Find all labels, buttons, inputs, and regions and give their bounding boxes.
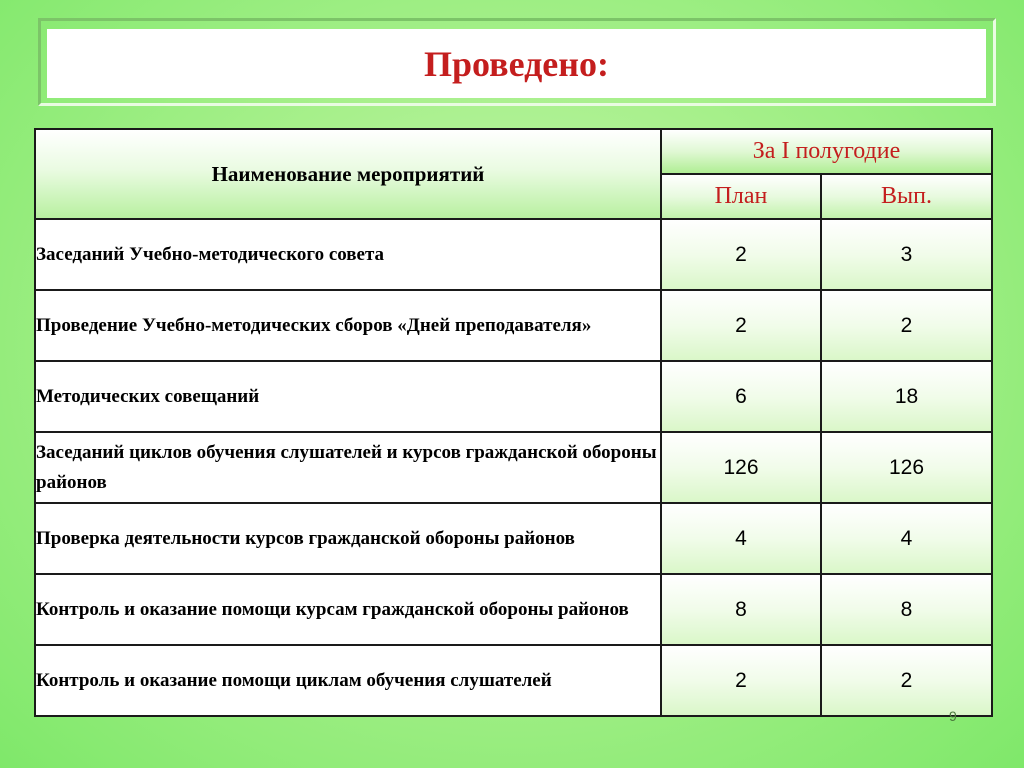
row-plan-value: 2 (661, 290, 821, 361)
row-done-value: 18 (821, 361, 992, 432)
header-name-column: Наименование мероприятий (35, 129, 661, 219)
table-row (35, 574, 992, 645)
table-row (35, 290, 992, 361)
row-name: Контроль и оказание помощи циклам обучения слушателей (35, 645, 661, 716)
row-done-value: 126 (821, 432, 992, 503)
row-plan-value: 4 (661, 503, 821, 574)
header-period: За I полугодие (661, 129, 992, 174)
header-plan: План (661, 174, 821, 219)
row-done-value: 2 (821, 645, 992, 716)
header-row-top (35, 129, 992, 174)
row-done-value: 3 (821, 219, 992, 290)
slide-title: Проведено: (424, 43, 609, 84)
table-row (35, 219, 992, 290)
row-name: Методических совещаний (35, 361, 661, 432)
row-plan-value: 2 (661, 645, 821, 716)
row-plan-value: 8 (661, 574, 821, 645)
row-name: Проведение Учебно-методических сборов «Дней преподавателя» (35, 290, 661, 361)
row-done-value: 4 (821, 503, 992, 574)
table-row (35, 361, 992, 432)
title-box (47, 29, 986, 98)
row-plan-value: 6 (661, 361, 821, 432)
row-name: Контроль и оказание помощи курсам гражданской обороны районов (35, 574, 661, 645)
row-name: Проверка деятельности курсов гражданской обороны районов (35, 503, 661, 574)
activities-table (34, 128, 993, 717)
page-number: 9 (949, 708, 957, 724)
table-row (35, 645, 992, 716)
row-done-value: 8 (821, 574, 992, 645)
table-row (35, 503, 992, 574)
table-row (35, 432, 992, 503)
row-name: Заседаний циклов обучения слушателей и курсов гражданской обороны районов (35, 432, 661, 503)
row-done-value: 2 (821, 290, 992, 361)
row-plan-value: 126 (661, 432, 821, 503)
row-name: Заседаний Учебно-методического совета (35, 219, 661, 290)
row-plan-value: 2 (661, 219, 821, 290)
header-done: Вып. (821, 174, 992, 219)
